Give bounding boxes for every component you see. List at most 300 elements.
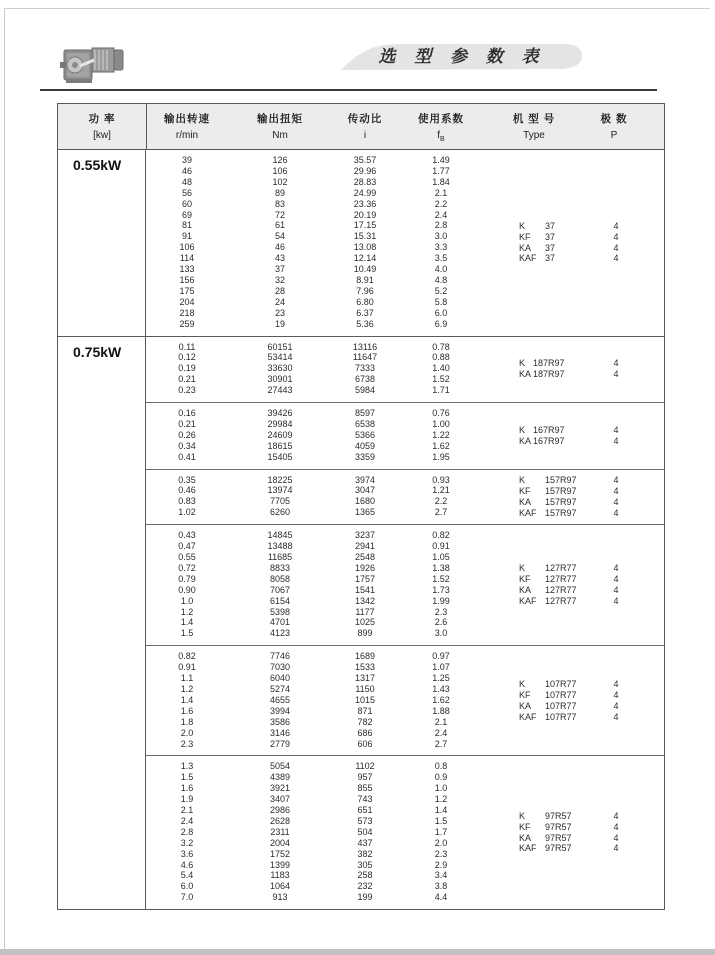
torque-column xyxy=(228,530,332,639)
model-number: 167R97 xyxy=(533,435,565,446)
cell-value: 2.4 xyxy=(434,209,448,220)
cell-value: 5.36 xyxy=(356,318,374,329)
cell-value: 60 xyxy=(181,198,192,209)
model-prefix: KA xyxy=(519,496,532,507)
model-type-row xyxy=(519,221,649,232)
cell-value: 15405 xyxy=(267,451,293,462)
cell-value: 4.4 xyxy=(434,892,448,903)
model-type-row xyxy=(519,822,649,833)
cell-value: 91 xyxy=(181,231,192,242)
cell-value: 1.07 xyxy=(432,662,450,673)
cell-value: 18225 xyxy=(267,474,293,485)
cell-value: 0.91 xyxy=(178,662,196,673)
cell-value: 1365 xyxy=(354,507,376,518)
model-type-row xyxy=(519,585,649,596)
model-number: 37 xyxy=(545,231,556,242)
model-number: 97R57 xyxy=(545,832,572,843)
cell-value: 2.4 xyxy=(434,727,448,738)
model-prefix: KA xyxy=(519,832,532,843)
model-type-row xyxy=(519,425,649,436)
cell-value: 1757 xyxy=(354,573,376,584)
cell-value: 2.8 xyxy=(180,826,194,837)
cell-value: 2.8 xyxy=(434,220,448,231)
ratio-group xyxy=(146,337,664,403)
model-prefix: KF xyxy=(519,689,531,700)
cell-value: 782 xyxy=(357,716,373,727)
cell-value: 81 xyxy=(181,220,192,231)
cell-value: 4059 xyxy=(354,440,376,451)
model-prefix: KAF xyxy=(519,596,537,607)
cell-value: 3.6 xyxy=(180,848,194,859)
cell-value: 0.90 xyxy=(178,584,196,595)
model-prefix: K xyxy=(519,475,526,486)
cell-value: 5274 xyxy=(269,683,291,694)
cell-value: 1399 xyxy=(269,859,291,870)
cell-value: 6260 xyxy=(269,507,291,518)
header-column-divider xyxy=(146,104,147,149)
header-cell-torque: 输出扭矩 Nm xyxy=(257,113,303,141)
model-prefix: KA xyxy=(519,369,532,380)
cell-value: 2.7 xyxy=(434,507,448,518)
cell-value: 13974 xyxy=(267,485,293,496)
cell-value: 5398 xyxy=(269,606,291,617)
table-body xyxy=(58,150,664,909)
model-prefix: K xyxy=(519,811,526,822)
cell-value: 1.4 xyxy=(434,805,448,816)
model-type-row xyxy=(519,486,649,497)
cell-value: 89 xyxy=(274,187,285,198)
cell-value: 133 xyxy=(179,264,195,275)
cell-value: 37 xyxy=(274,264,285,275)
pole-count: 4 xyxy=(613,475,619,486)
model-type-row xyxy=(519,475,649,486)
cell-value: 0.82 xyxy=(178,651,196,662)
service-factor-column xyxy=(398,475,484,519)
cell-value: 6.9 xyxy=(434,318,448,329)
cell-value: 13116 xyxy=(352,341,378,352)
cell-value: 32 xyxy=(274,274,285,285)
cell-value: 0.35 xyxy=(178,474,196,485)
cell-value: 3586 xyxy=(269,716,291,727)
pole-count: 4 xyxy=(613,700,619,711)
cell-value: 1015 xyxy=(354,694,376,705)
model-type-row xyxy=(519,254,649,265)
ratio-group xyxy=(146,150,664,336)
cell-value: 2.1 xyxy=(180,805,194,816)
cell-value: 13.08 xyxy=(353,242,377,253)
pole-count: 4 xyxy=(613,832,619,843)
cell-value: 0.16 xyxy=(178,408,196,419)
cell-value: 0.97 xyxy=(432,651,450,662)
cell-value: 4123 xyxy=(269,628,291,639)
model-number: 187R97 xyxy=(533,358,565,369)
pole-count: 4 xyxy=(613,811,619,822)
cell-value: 1.5 xyxy=(180,772,194,783)
cell-value: 258 xyxy=(357,870,373,881)
cell-value: 0.79 xyxy=(178,573,196,584)
cell-value: 3407 xyxy=(269,794,291,805)
cell-value: 39 xyxy=(181,155,192,165)
cell-value: 1.62 xyxy=(432,440,450,451)
ratio-column xyxy=(332,155,398,330)
cell-value: 43 xyxy=(274,253,285,264)
cell-value: 15.31 xyxy=(353,231,377,242)
model-prefix: KAF xyxy=(519,843,537,854)
pole-count: 4 xyxy=(613,358,619,369)
cell-value: 0.8 xyxy=(434,761,448,772)
cell-value: 7067 xyxy=(269,584,291,595)
cell-value: 24609 xyxy=(267,429,293,440)
cell-value: 913 xyxy=(272,892,288,903)
cell-value: 1.2 xyxy=(180,606,194,617)
cell-value: 1.2 xyxy=(180,683,194,694)
pole-count: 4 xyxy=(613,369,619,380)
cell-value: 3.0 xyxy=(434,628,448,639)
cell-value: 1.73 xyxy=(432,584,450,595)
cell-value: 7705 xyxy=(269,496,291,507)
cell-value: 0.34 xyxy=(178,440,196,451)
cell-value: 743 xyxy=(357,794,373,805)
cell-value: 175 xyxy=(179,285,195,296)
model-type-block xyxy=(519,563,649,607)
cell-value: 1.22 xyxy=(432,429,450,440)
cell-value: 7746 xyxy=(269,651,291,662)
cell-value: 382 xyxy=(357,848,373,859)
model-number: 157R97 xyxy=(545,496,577,507)
ratio-group xyxy=(146,755,664,909)
cell-value: 102 xyxy=(272,176,288,187)
model-number: 157R97 xyxy=(545,507,577,518)
model-number: 37 xyxy=(545,220,556,231)
ratio-group xyxy=(146,402,664,469)
cell-value: 18615 xyxy=(267,440,293,451)
speed-column xyxy=(146,155,228,330)
cell-value: 0.9 xyxy=(434,772,448,783)
cell-value: 5.4 xyxy=(180,870,194,881)
speed-column xyxy=(146,408,228,463)
cell-value: 2.3 xyxy=(180,738,194,749)
cell-value: 1.5 xyxy=(434,815,448,826)
cell-value: 5.2 xyxy=(434,285,448,296)
cell-value: 1.4 xyxy=(180,617,194,628)
cell-value: 1.52 xyxy=(432,573,450,584)
cell-value: 504 xyxy=(357,826,373,837)
cell-value: 106 xyxy=(179,242,195,253)
speed-column xyxy=(146,651,228,749)
cell-value: 1.21 xyxy=(432,485,450,496)
cell-value: 1102 xyxy=(355,761,375,772)
model-type-block xyxy=(519,475,649,519)
cell-value: 6.0 xyxy=(434,307,448,318)
model-type-block xyxy=(519,358,649,380)
pole-count: 4 xyxy=(613,485,619,496)
cell-value: 6040 xyxy=(269,673,291,684)
model-type-block xyxy=(519,425,649,447)
ratio-column xyxy=(332,530,398,639)
page-edge-left xyxy=(4,8,5,949)
torque-column xyxy=(228,475,332,519)
cell-value: 6.37 xyxy=(356,307,374,318)
cell-value: 1342 xyxy=(354,595,376,606)
cell-value: 156 xyxy=(179,274,195,285)
pole-count: 4 xyxy=(613,507,619,518)
cell-value: 3.2 xyxy=(180,837,194,848)
service-factor-column xyxy=(398,155,484,330)
cell-value: 437 xyxy=(357,837,373,848)
cell-value: 3.4 xyxy=(434,870,448,881)
cell-value: 2.1 xyxy=(434,716,448,727)
model-prefix: KAF xyxy=(519,253,537,264)
cell-value: 4389 xyxy=(269,772,291,783)
header-cell-speed: 输出转速 r/min xyxy=(164,113,210,141)
cell-value: 1.5 xyxy=(180,628,194,639)
cell-value: 1.77 xyxy=(432,165,450,176)
cell-value: 5.8 xyxy=(434,296,448,307)
cell-value: 12.14 xyxy=(353,253,377,264)
cell-value: 61 xyxy=(274,220,285,231)
model-number: 97R57 xyxy=(545,821,572,832)
cell-value: 2628 xyxy=(269,815,291,826)
ratio-group xyxy=(146,469,664,525)
cell-value: 17.15 xyxy=(353,220,377,231)
cell-value: 8597 xyxy=(354,408,376,419)
page-edge-top xyxy=(4,8,710,9)
model-prefix: KAF xyxy=(519,711,537,722)
cell-value: 1.9 xyxy=(180,794,194,805)
cell-value: 28.83 xyxy=(353,176,377,187)
service-factor-column xyxy=(398,761,484,903)
model-type-row xyxy=(519,436,649,447)
torque-column xyxy=(228,651,332,749)
cell-value: 4.0 xyxy=(434,264,448,275)
model-prefix: KA xyxy=(519,700,532,711)
cell-value: 1.6 xyxy=(180,705,194,716)
selection-table xyxy=(57,103,665,910)
ratio-groups xyxy=(146,150,664,336)
pole-count: 4 xyxy=(613,679,619,690)
cell-value: 2548 xyxy=(354,552,376,562)
cell-value: 4.8 xyxy=(434,274,448,285)
cell-value: 54 xyxy=(274,231,285,242)
cell-value: 1.84 xyxy=(432,176,450,187)
cell-value: 1.0 xyxy=(180,595,194,606)
model-number: 127R77 xyxy=(545,596,577,607)
header-rule xyxy=(40,89,657,91)
cell-value: 7.0 xyxy=(180,892,194,903)
cell-value: 1.88 xyxy=(432,705,450,716)
cell-value: 0.83 xyxy=(178,496,196,507)
model-number: 97R57 xyxy=(545,811,572,822)
table-header-row xyxy=(58,104,664,150)
model-number: 157R97 xyxy=(545,485,577,496)
model-type-row xyxy=(519,497,649,508)
ratio-group xyxy=(146,645,664,755)
torque-column xyxy=(228,342,332,397)
cell-value: 7030 xyxy=(269,662,291,673)
model-number: 157R97 xyxy=(545,475,577,486)
cell-value: 1.7 xyxy=(434,826,448,837)
cell-value: 72 xyxy=(274,209,285,220)
cell-value: 218 xyxy=(179,307,195,318)
cell-value: 1.40 xyxy=(432,363,450,374)
cell-value: 6.0 xyxy=(180,881,194,892)
cell-value: 1.62 xyxy=(432,694,450,705)
cell-value: 19 xyxy=(274,318,285,329)
cell-value: 10.49 xyxy=(353,264,377,275)
cell-value: 27443 xyxy=(267,385,293,396)
cell-value: 0.91 xyxy=(432,541,450,552)
cell-value: 1.43 xyxy=(432,683,450,694)
pole-count: 4 xyxy=(613,596,619,607)
cell-value: 573 xyxy=(357,815,373,826)
cell-value: 6.80 xyxy=(356,296,374,307)
cell-value: 56 xyxy=(181,187,192,198)
cell-value: 0.41 xyxy=(178,451,196,462)
cell-value: 2986 xyxy=(269,805,291,816)
cell-value: 7.96 xyxy=(356,285,374,296)
cell-value: 1177 xyxy=(355,606,375,617)
model-type-row xyxy=(519,679,649,690)
cell-value: 0.21 xyxy=(178,374,196,385)
cell-value: 3.3 xyxy=(434,242,448,253)
pole-count: 4 xyxy=(613,711,619,722)
cell-value: 2.6 xyxy=(434,617,448,628)
cell-value: 126 xyxy=(272,155,288,165)
power-label: 0.55kW xyxy=(58,150,146,336)
cell-value: 14845 xyxy=(267,530,293,541)
page-edge-bottom xyxy=(0,949,715,955)
header-cell-power: 功 率 [kw] xyxy=(88,113,116,141)
cell-value: 2311 xyxy=(270,826,290,837)
cell-value: 48 xyxy=(181,176,192,187)
cell-value: 1926 xyxy=(354,562,376,573)
cell-value: 0.47 xyxy=(178,541,196,552)
cell-value: 0.12 xyxy=(178,352,196,363)
torque-column xyxy=(228,408,332,463)
cell-value: 1.38 xyxy=(432,562,450,573)
cell-value: 232 xyxy=(357,881,373,892)
header-cell-service-factor: 使用系数 $f_B$ xyxy=(418,113,464,143)
cell-value: 1.49 xyxy=(432,155,450,165)
cell-value: 11647 xyxy=(352,352,378,363)
speed-column xyxy=(146,761,228,903)
power-section xyxy=(58,150,664,336)
model-type-block xyxy=(519,811,649,855)
cell-value: 1680 xyxy=(354,496,376,507)
model-prefix: KF xyxy=(519,574,531,585)
pole-count: 4 xyxy=(613,253,619,264)
cell-value: 1533 xyxy=(354,662,376,673)
gearmotor-photo xyxy=(58,36,132,93)
cell-value: 3237 xyxy=(354,530,376,541)
cell-value: 23 xyxy=(274,307,285,318)
ratio-groups xyxy=(146,337,664,910)
cell-value: 199 xyxy=(357,892,373,903)
model-number: 187R97 xyxy=(533,369,565,380)
cell-value: 3974 xyxy=(354,474,376,485)
model-prefix: KA xyxy=(519,435,532,446)
cell-value: 0.82 xyxy=(432,530,450,541)
model-number: 127R77 xyxy=(545,585,577,596)
cell-value: 13488 xyxy=(267,541,293,552)
ratio-group xyxy=(146,524,664,645)
cell-value: 1.95 xyxy=(432,451,450,462)
cell-value: 5984 xyxy=(354,385,376,396)
cell-value: 8833 xyxy=(269,562,291,573)
cell-value: 1064 xyxy=(269,881,291,892)
cell-value: 1.2 xyxy=(434,794,448,805)
model-prefix: KF xyxy=(519,231,531,242)
pole-count: 4 xyxy=(613,424,619,435)
cell-value: 0.93 xyxy=(432,474,450,485)
cell-value: 3921 xyxy=(269,783,291,794)
cell-value: 0.43 xyxy=(178,530,196,541)
cell-value: 2.9 xyxy=(434,859,448,870)
cell-value: 855 xyxy=(357,783,373,794)
pole-count: 4 xyxy=(613,574,619,585)
cell-value: 1.3 xyxy=(180,761,194,772)
cell-value: 6154 xyxy=(269,595,291,606)
model-type-row xyxy=(519,844,649,855)
cell-value: 1.25 xyxy=(432,673,450,684)
model-number: 107R77 xyxy=(545,679,577,690)
page-title: 选 型 参 数 表 xyxy=(378,47,546,66)
model-type-row xyxy=(519,563,649,574)
cell-value: 29.96 xyxy=(353,165,377,176)
cell-value: 1.52 xyxy=(432,374,450,385)
header-cell-ratio: 传动比 i xyxy=(347,113,383,141)
pole-count: 4 xyxy=(613,585,619,596)
cell-value: 1.0 xyxy=(434,783,448,794)
cell-value: 23.36 xyxy=(353,198,377,209)
cell-value: 11685 xyxy=(267,552,293,562)
model-type-row xyxy=(519,596,649,607)
cell-value: 60151 xyxy=(267,341,293,352)
cell-value: 3.0 xyxy=(434,231,448,242)
model-prefix: K xyxy=(519,424,526,435)
cell-value: 29984 xyxy=(267,418,293,429)
cell-value: 606 xyxy=(357,738,373,749)
cell-value: 4655 xyxy=(269,694,291,705)
ratio-column xyxy=(332,651,398,749)
cell-value: 3.8 xyxy=(434,881,448,892)
cell-value: 686 xyxy=(357,727,373,738)
cell-value: 6538 xyxy=(354,418,376,429)
pole-count: 4 xyxy=(613,689,619,700)
cell-value: 3146 xyxy=(269,727,291,738)
torque-column xyxy=(228,155,332,330)
cell-value: 24 xyxy=(274,296,285,307)
cell-value: 1150 xyxy=(355,683,375,694)
cell-value: 1.99 xyxy=(432,595,450,606)
ratio-column xyxy=(332,408,398,463)
cell-value: 305 xyxy=(357,859,373,870)
model-type-row xyxy=(519,508,649,519)
cell-value: 871 xyxy=(357,705,373,716)
pole-count: 4 xyxy=(613,435,619,446)
ratio-column xyxy=(332,475,398,519)
cell-value: 1.71 xyxy=(432,385,450,396)
header-cell-poles: 极 数 P xyxy=(600,113,628,141)
ratio-column xyxy=(332,342,398,397)
cell-value: 0.23 xyxy=(178,385,196,396)
cell-value: 2.7 xyxy=(434,738,448,749)
service-factor-column xyxy=(398,408,484,463)
model-type-row xyxy=(519,369,649,380)
model-type-row xyxy=(519,690,649,701)
model-number: 127R77 xyxy=(545,574,577,585)
model-type-row xyxy=(519,701,649,712)
